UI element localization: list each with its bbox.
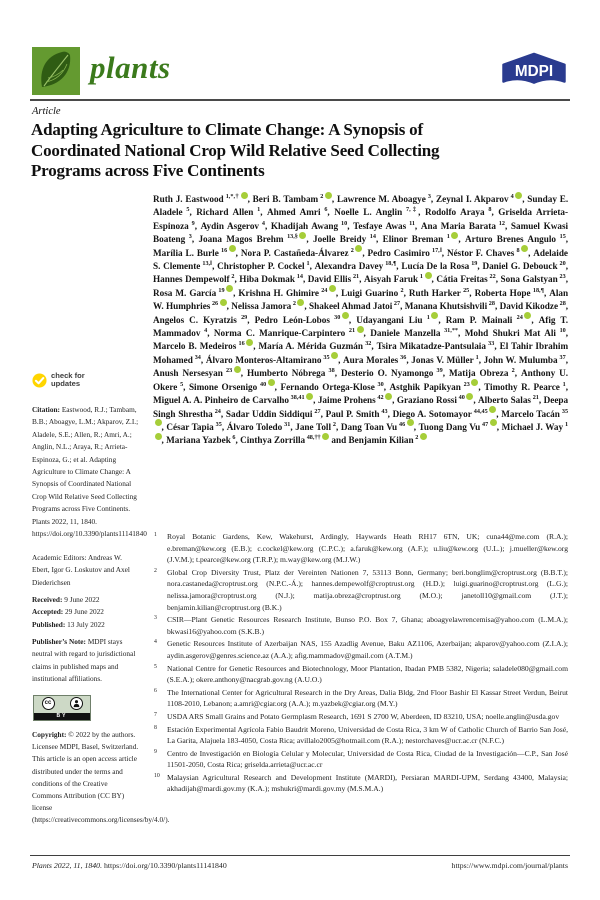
affiliation-item — [152, 772, 568, 795]
mdpi-logo-icon — [500, 52, 568, 92]
author: Noelle L. Anglin $^{7,\ddagger}$, — [334, 206, 425, 218]
author: Astghik Papikyan $^{23}$ , — [389, 380, 485, 392]
author: Jaime Prohens $^{42}$ , — [317, 394, 397, 406]
orcid-icon[interactable] — [306, 393, 313, 400]
publisher-note-block — [32, 636, 139, 686]
author: Shakeel Ahmad Jatoi $^{27}$, — [309, 300, 405, 312]
author: David Kikodze $^{28}$, — [499, 300, 569, 312]
affiliation-text: CSIR—Plant Genetic Resources Research Institute, Bunso P.O. Box 7, Ghana; aboagyelawrencemisa@yahoo.com (L.M.A.); bkwasi16@yahoo.com (S.K.B.) — [167, 615, 568, 636]
author: Anthony U. Okere $^5$, — [153, 368, 569, 392]
article-type-label: Article — [32, 106, 61, 117]
affiliation-text: Genetic Resources Institute of Azerbaijan NAS, 155 Azadlig Avenue, Baku AZ1106, Azerbaijan; akparov@yahoo.com (Z.I.A.); aydin.asgerov@genres.science.az (A.A.); afig.mammadov@gmail.com (A.T.M.) — [167, 639, 568, 660]
affiliation-text: Malaysian Agricultural Research and Development Institute (MARDI), Persiaran MARDI-UPM, Serdang 43400, Malaysia; akhadijah@mardi.gov.my (K.A.); mshukri@mardi.gov.my (M.S.M.A.) — [167, 772, 568, 794]
affiliation-item — [152, 531, 568, 566]
journal-name: plants — [90, 50, 171, 85]
citation-text: Eastwood, R.J.; Tambam, B.B.; Aboagye, L.M.; Akparov, Z.I.; Aladele, S.E.; Allen, R.; Amri, A.; Anglin, N.L.; Araya, R.; Arrieta-Espinoza, G.; et al. Adapting Agriculture to Climate Change: A Synopsis of Coordinated National Crop Wild Relative Seed Collecting Programs across Five Continents. Plants 2022, 11, 1840. https://doi.org/10.3390/plants11141840 — [32, 405, 147, 539]
author: Diego A. Sotomayor $^{44,45}$ , — [392, 407, 502, 419]
footer-journal-url[interactable]: https://www.mdpi.com/journal/plants — [451, 861, 568, 870]
orcid-icon[interactable] — [524, 312, 531, 319]
author: Jane Toll $^2$, — [295, 420, 341, 432]
copyright-label: Copyright: — [32, 730, 67, 739]
affiliation-item — [152, 614, 568, 637]
author: Marília L. Burle $^{16}$ , — [153, 246, 241, 258]
affiliation-text: USDA ARS Small Grains and Potato Germplasm Research, 1691 S 2700 W, Aberdeen, ID 83210, USA; noelle.anglin@usda.gov — [167, 711, 560, 721]
plants-logo — [32, 47, 80, 95]
author: Michael J. Way $^1$, — [153, 422, 568, 445]
author: Ahmed Amri $^6$, — [267, 206, 335, 218]
publisher-note-text: MDPI stays neutral with regard to jurisdictional claims in published maps and institutional affiliations. — [32, 637, 136, 684]
page-title: Adapting Agriculture to Climate Change: A Synopsis of Coordinated National Crop Wild Relative Seed Collecting Programs across Five Continents — [31, 120, 440, 180]
published-row: Published: 13 July 2022 — [32, 619, 105, 629]
author: Manana Khutsishvili $^{28}$, — [404, 300, 500, 312]
author: Mariana Yazbek $^6$, — [166, 434, 241, 446]
affiliation-number: 9 — [154, 748, 157, 755]
author: Humberto Nóbrega $^{38}$, — [246, 367, 341, 379]
author: Sadar Uddin Siddiqui $^{27}$, — [225, 407, 326, 419]
author: Ruth Harker $^{25}$, — [408, 286, 475, 298]
author: Griselda Arrieta-Espinoza $^9$, — [153, 207, 569, 231]
author: Sona Galstyan $^{23}$, — [500, 273, 569, 285]
affiliation-number: 10 — [154, 772, 160, 779]
citation-block — [32, 404, 147, 540]
orcid-icon[interactable] — [325, 192, 332, 199]
cc-circles — [34, 697, 90, 710]
author: Krishna H. Ghimire $^{24}$ , — [238, 286, 342, 298]
author: Mohd Shukri Mat Ali $^{10}$, — [464, 327, 569, 339]
check-updates-icon — [32, 373, 47, 388]
affiliation-number: 3 — [154, 615, 157, 622]
affiliation-number: 6 — [154, 687, 157, 694]
affiliation-number: 4 — [154, 639, 157, 646]
author: Arturo Brenes Angulo $^{15}$, — [465, 233, 569, 245]
author: Nora P. Castañeda-Álvarez $^2$ , — [240, 246, 368, 258]
author: Álvaro Monteros-Altamirano $^{35}$ , — [205, 353, 344, 365]
author: David Ellis $^{21}$, — [307, 273, 364, 285]
author: Nelissa Jamora $^2$ , — [231, 300, 310, 312]
orcid-icon[interactable] — [226, 285, 233, 292]
orcid-icon[interactable] — [515, 192, 522, 199]
accepted-row: Accepted: 29 June 2022 — [32, 607, 104, 617]
author: Joelle Breidy $^{14}$, — [313, 233, 383, 245]
author: Alberto Salas $^{21}$, — [478, 394, 544, 406]
author: Daniele Manzella $^{31,**}$, — [370, 327, 465, 339]
academic-editors-block — [32, 552, 139, 589]
cc-by-license-badge[interactable] — [33, 695, 91, 721]
author: Tuong Dang Vu $^{47}$ , — [418, 420, 502, 432]
author: Cinthya Zorrilla $^{48,\dagger\dagger}$ — [240, 435, 331, 445]
author: and Benjamin Kilian $^2$ — [331, 435, 426, 445]
author: Matija Obreza $^2$, — [449, 367, 521, 379]
editors-label: Academic Editors: — [32, 553, 87, 562]
orcid-icon[interactable] — [466, 393, 473, 400]
orcid-icon[interactable] — [299, 232, 306, 239]
author: Norma C. Manrique-Carpintero $^{21}$ , — [213, 327, 371, 339]
affiliation-text: The International Center for Agricultural Research in the Dry Areas, Dalia Bldg, 2nd Floor Bashir El Kassar Street Verdun, Beirut 1108-2010, Lebanon; a.amri@cgiar.org (A.A.); m.yazbek@cgiar.org (M.Y.) — [167, 687, 568, 709]
author: Cátia Freitas $^{22}$, — [436, 273, 501, 285]
author: Udayangani Liu $^1$ , — [356, 313, 446, 325]
affiliation-item — [152, 567, 568, 613]
author: Daniel G. Debouck $^{20}$, — [482, 259, 569, 272]
footer-journal-ref: Plants 2022, 11, 1840. — [32, 861, 103, 870]
author: Elinor Breman $^1$ , — [382, 233, 466, 245]
author: Lawrence M. Aboagye $^3$, — [336, 192, 437, 204]
author: Timothy R. Pearce $^1$, — [484, 380, 568, 392]
publisher-note-label: Publisher’s Note: — [32, 637, 86, 646]
leaf-icon — [32, 47, 80, 95]
author: Christopher P. Cockel $^1$, — [217, 259, 315, 272]
orcid-icon[interactable] — [357, 326, 364, 333]
orcid-icon[interactable] — [241, 192, 248, 199]
orcid-icon[interactable] — [342, 312, 349, 319]
received-row: Received: 9 June 2022 — [32, 595, 100, 604]
dates-block — [32, 594, 139, 631]
cc-icon: cc — [42, 697, 55, 710]
author: Angelos C. Kyratzis $^{29}$, — [153, 313, 255, 325]
author: Roberta Hope $^{18,\P}$, — [474, 286, 550, 298]
author: Zeynal I. Akparov $^4$ , — [436, 192, 528, 204]
author: Deepa Singh Shrestha $^{24}$, — [153, 395, 569, 419]
author: Ram P. Mainali $^{24}$ , — [445, 313, 539, 325]
author: Aura Morales $^{36}$, — [343, 353, 412, 365]
editors-text: Andreas W. Ebert, Igor G. Loskutov and Axel Diederichsen — [32, 553, 130, 587]
orcid-icon[interactable] — [385, 393, 392, 400]
orcid-icon[interactable] — [407, 419, 414, 426]
orcid-icon[interactable] — [420, 433, 427, 440]
author: Tesfaye Awas $^{11}$, — [353, 219, 421, 231]
author: Anush Nersesyan $^{23}$ , — [153, 367, 247, 379]
author: Pedro León-Lobos $^{30}$ , — [254, 313, 357, 325]
author: Alexandra Davey $^{18,\P}$, — [314, 259, 402, 272]
author: Tsira Mikatadze-Pantsulaia $^{33}$, — [376, 340, 500, 352]
author: Beri B. Tambam $^2$ , — [252, 192, 337, 204]
orcid-icon[interactable] — [425, 272, 432, 279]
orcid-icon[interactable] — [521, 245, 528, 252]
orcid-icon[interactable] — [155, 433, 162, 440]
author: Luigi Guarino $^2$, — [341, 286, 409, 298]
author: Hannes Dempewolf $^2$, — [153, 273, 240, 285]
author: Richard Allen $^1$, — [196, 206, 268, 218]
author: Rodolfo Araya $^8$, — [424, 206, 499, 218]
author: Ana Maria Barata $^{12}$, — [420, 219, 511, 231]
orcid-icon[interactable] — [229, 245, 236, 252]
orcid-icon[interactable] — [220, 299, 227, 306]
citation-label: Citation: — [32, 405, 60, 414]
author: César Tapia $^{35}$, — [166, 420, 227, 432]
author: Aisyah Faruk $^1$ , — [364, 273, 437, 285]
orcid-icon[interactable] — [471, 379, 478, 386]
author: Afig T. Mammadov $^4$, — [153, 314, 569, 339]
author: Lucía De la Rosa $^{19}$, — [401, 259, 483, 272]
affiliation-list — [152, 531, 568, 796]
author: Paul P. Smith $^{43}$, — [325, 407, 393, 419]
affiliation-number: 1 — [154, 532, 157, 538]
orcid-icon[interactable] — [490, 419, 497, 426]
author: Simone Orsenigo $^{40}$ , — [188, 380, 281, 392]
author: Graziano Rossi $^{40}$ , — [396, 394, 479, 406]
footer-citation — [32, 861, 227, 870]
author: Khadijah Awang $^{10}$, — [270, 219, 354, 231]
author: Aydin Asgerov $^4$, — [200, 219, 271, 231]
header-divider — [30, 99, 570, 101]
cc-by-label: BY — [34, 713, 90, 720]
orcid-icon[interactable] — [234, 366, 241, 373]
affiliation-text: Global Crop Diversity Trust, Platz der Vereinten Nationen 7, 53113 Bonn, Germany; beri.bonglim@croptrust.org (B.B.T.); nora.castaneda@croptrust.org (N.P.C.-Á.); hannes.dempewolf@croptrust.org (H.D.); luigi.guarino@croptrust.org (L.G.); nelissa.jamora@croptrust.org (N.J.); matija.obreza@croptrust.org (M.O.); janetoll10@gmail.com (J.T.); benjamin.kilian@croptrust.org (B.K.) — [167, 567, 568, 612]
mdpi-logo — [500, 52, 568, 92]
footer-divider — [30, 855, 570, 856]
affiliation-item — [152, 748, 568, 771]
check-updates-label: check for updates — [51, 371, 85, 389]
check-for-updates-button[interactable] — [32, 372, 85, 388]
author: Miguel A. A. Pinheiro de Carvalho $^{38,41}$ , — [153, 394, 318, 406]
orcid-icon[interactable] — [451, 232, 458, 239]
orcid-icon[interactable] — [329, 285, 336, 292]
author: María A. Mérida Guzmán $^{32}$, — [258, 340, 377, 352]
author: Jonas V. Müller $^1$, — [411, 353, 484, 365]
author: Samuel Kwasi Boateng $^3$, — [153, 220, 569, 245]
author: Desterio O. Nyamongo $^{39}$, — [340, 367, 450, 379]
copyright-text: © 2022 by the authors. Licensee MDPI, Basel, Switzerland. This article is an open access article distributed under the terms and conditions of the Creative Commons Attribution (CC BY) license (https://creativecommons.org/licenses/by/4.0/). — [32, 730, 170, 825]
author: Rosa M. García $^{19}$ , — [153, 286, 239, 298]
affiliation-text: Centro de Investigación en Biología Celular y Molecular, Universidad de Costa Rica, Ciudad de la Investigación—C.P., San José 11501-2050, Costa Rica; griselda.arrieta@ucr.ac.cr — [167, 748, 568, 770]
affiliation-number: 2 — [154, 567, 157, 574]
orcid-icon[interactable] — [246, 339, 253, 346]
author: El Tahir Ibrahim Mohamed $^{34}$, — [153, 341, 569, 365]
affiliation-text: National Centre for Genetic Resources and Biotechnology, Moor Plantation, Ibadan PMB 5382, Nigeria; saladele080@gmail.com (S.E.A.); okere.anthony@nacgrab.gov.ng (A.U.O.) — [167, 663, 568, 685]
author-list — [153, 193, 568, 448]
affiliation-number: 7 — [154, 711, 157, 718]
orcid-icon[interactable] — [155, 419, 162, 426]
author: Sunday E. Aladele $^5$, — [153, 194, 569, 218]
affiliation-item — [152, 663, 568, 686]
affiliation-item — [152, 638, 568, 661]
author: John W. Mulumba $^{37}$, — [483, 353, 569, 365]
orcid-icon[interactable] — [355, 245, 362, 252]
author: Pedro Casimiro $^{17,‖}$, — [367, 246, 447, 258]
footer-doi-link[interactable]: https://doi.org/10.3390/plants11141840 — [103, 861, 227, 870]
affiliation-number: 5 — [154, 663, 157, 670]
author: Álvaro Toledo $^{31}$, — [226, 420, 296, 432]
author: Adelaide S. Clemente $^{13,‖}$, — [153, 247, 569, 272]
cc-by-person-icon — [70, 697, 83, 710]
affiliation-number: 8 — [154, 724, 157, 731]
orcid-icon[interactable] — [268, 379, 275, 386]
author: Hiba Dokmak $^{14}$, — [239, 273, 308, 285]
affiliation-item — [152, 711, 568, 723]
orcid-icon[interactable] — [297, 299, 304, 306]
author: Joana Magos Brehm $^{13,\S}$ , — [198, 233, 314, 245]
svg-text:MDPI: MDPI — [514, 62, 554, 80]
affiliation-item — [152, 724, 568, 747]
orcid-icon[interactable] — [331, 352, 338, 359]
author: Fernando Ortega-Klose $^{30}$, — [280, 380, 390, 392]
orcid-icon[interactable] — [322, 433, 329, 440]
author: Néstor F. Chaves $^8$ , — [446, 246, 534, 258]
orcid-icon[interactable] — [489, 406, 496, 413]
affiliation-item — [152, 687, 568, 710]
author: Marcelo B. Medeiros $^{16}$ , — [153, 340, 259, 352]
affiliation-text: Estación Experimental Agrícola Fabio Baudrit Moreno, Universidad de Costa Rica, 3 km W of Catholic Church of Barrio San José, La Garita, Alajuela 183-4050, Costa Rica; avillalo2005@hotmail.com (R.A.); nestorchaves@ucr.ac.cr (N.F.C.) — [167, 724, 568, 746]
affiliation-text: Royal Botanic Gardens, Kew, Wakehurst, Ardingly, Haywards Heath RH17 6TN, UK; cuna44@me.com (R.A.); e.breman@kew.org (E.B.); c.cockel@kew.org (C.P.C.); a.faruk@kew.org (A.F.); u.liu@kew.org (U.L.); j.mueller@kew.org (J.V.M.); t.pearce@kew.org (T.R.P.); m.way@kew.org (M.J.W.) — [167, 532, 568, 565]
author: Alan W. Humphries $^{26}$ , — [153, 287, 569, 312]
orcid-icon[interactable] — [431, 312, 438, 319]
author: Marcelo Tacán $^{35}$, — [153, 409, 568, 432]
author: Dang Toan Vu $^{46}$ , — [340, 420, 419, 432]
author: Ruth J. Eastwood $^{1,*,\dagger}$ , — [153, 192, 253, 204]
